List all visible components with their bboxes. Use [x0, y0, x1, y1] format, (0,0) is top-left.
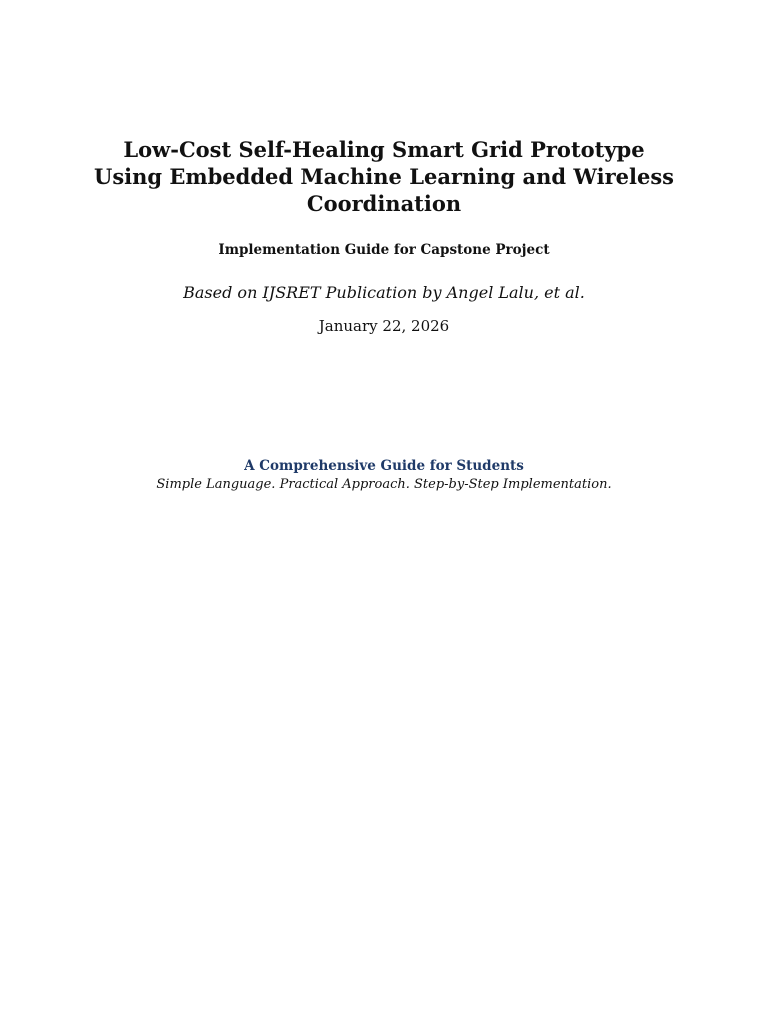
guide-tagline: Simple Language. Practical Approach. Step-by-Step Implementation.: [156, 477, 612, 492]
title-line-1: Low-Cost Self-Healing Smart Grid Prototype: [123, 137, 645, 162]
author-attribution: Based on IJSRET Publication by Angel Lalu, et al.: [183, 283, 585, 302]
title-line-2: Using Embedded Machine Learning and Wireless: [94, 164, 674, 189]
document-date: January 22, 2026: [318, 317, 450, 335]
guide-title: A Comprehensive Guide for Students: [244, 458, 524, 474]
document-subtitle: Implementation Guide for Capstone Project: [218, 242, 550, 258]
title-line-3: Coordination: [306, 191, 462, 216]
document-title: [84, 136, 684, 217]
